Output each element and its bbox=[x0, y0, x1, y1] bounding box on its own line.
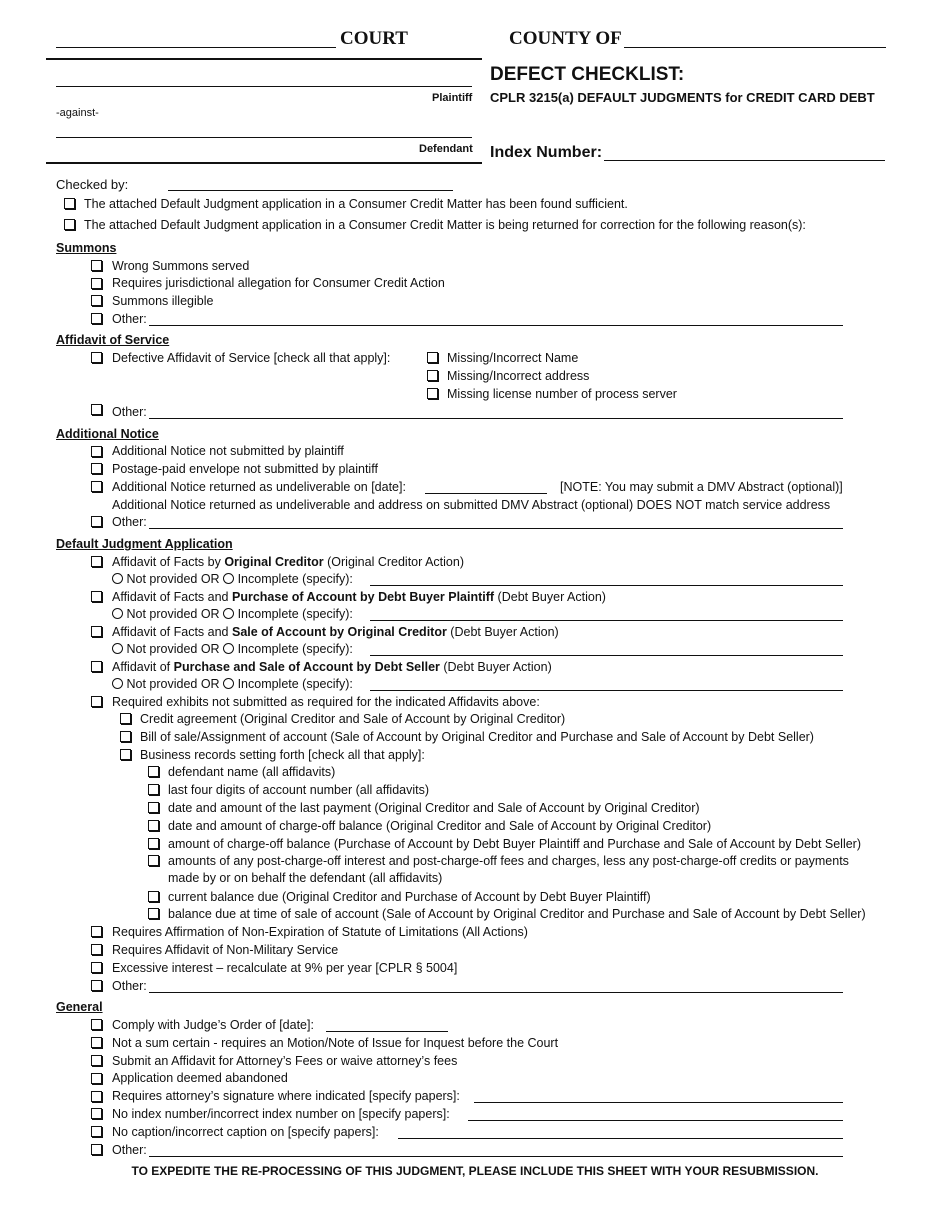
checkbox[interactable] bbox=[91, 1019, 102, 1030]
list-item: Not a sum certain - requires an Motion/Note of Issue for Inquest before the Court bbox=[112, 1036, 559, 1050]
list-item: Excessive interest – recalculate at 9% per year [CPLR § 5004] bbox=[112, 961, 458, 975]
county-name-line[interactable] bbox=[624, 47, 886, 48]
list-item: Application deemed abandoned bbox=[112, 1071, 288, 1085]
list-item: last four digits of account number (all affidavits) bbox=[168, 783, 430, 797]
checkbox[interactable] bbox=[91, 1037, 102, 1048]
checkbox[interactable] bbox=[91, 295, 102, 306]
date-line[interactable] bbox=[425, 493, 547, 494]
checkbox[interactable] bbox=[427, 388, 438, 399]
checkbox[interactable] bbox=[148, 891, 159, 902]
checkbox[interactable] bbox=[91, 278, 102, 289]
notice-heading: Additional Notice bbox=[56, 427, 159, 441]
checkbox[interactable] bbox=[120, 731, 131, 742]
list-item: current balance due (Original Creditor and Purchase of Account by Debt Buyer Plaintiff) bbox=[168, 890, 651, 904]
sufficient-label: The attached Default Judgment application in a Consumer Credit Matter has been found sufficient. bbox=[84, 197, 628, 211]
checkbox[interactable] bbox=[91, 1055, 102, 1066]
checked-by-label: Checked by: bbox=[56, 177, 129, 192]
against-label: -against- bbox=[56, 107, 99, 119]
footer-note: TO EXPEDITE THE RE-PROCESSING OF THIS JUDGMENT, PLEASE INCLUDE THIS SHEET WITH YOUR RESUBMISSION. bbox=[131, 1164, 819, 1178]
other-line[interactable] bbox=[149, 992, 843, 993]
list-item: balance due at time of sale of account (Sale of Account by Original Creditor and Purchase and Sale of Account by Debt Seller) bbox=[168, 907, 866, 921]
caption-top-rule bbox=[46, 58, 482, 60]
incomplete-radio[interactable] bbox=[223, 678, 234, 689]
returned-label: The attached Default Judgment application in a Consumer Credit Matter is being returned for correction for the following reason(s): bbox=[84, 218, 806, 232]
list-item: Requires Affidavit of Non-Military Service bbox=[112, 943, 339, 957]
checkbox[interactable] bbox=[120, 713, 131, 724]
list-item: Affidavit of Facts and Sale of Account by Original Creditor (Debt Buyer Action) bbox=[112, 625, 559, 639]
incomplete-radio[interactable] bbox=[223, 573, 234, 584]
list-item: date and amount of charge-off balance (Original Creditor and Sale of Account by Original Creditor) bbox=[168, 819, 712, 833]
checkbox[interactable] bbox=[91, 516, 102, 527]
checkbox[interactable] bbox=[91, 463, 102, 474]
checkbox[interactable] bbox=[148, 820, 159, 831]
list-item: Missing/Incorrect address bbox=[447, 369, 590, 383]
other-line[interactable] bbox=[149, 528, 843, 529]
list-item: Additional Notice returned as undeliverable and address on submitted DMV Abstract (optional) DOES NOT match service address bbox=[112, 498, 831, 512]
checkbox[interactable] bbox=[91, 404, 102, 415]
checkbox[interactable] bbox=[91, 481, 102, 492]
plaintiff-label: Plaintiff bbox=[432, 92, 473, 104]
list-item: amounts of any post-charge-off interest and post-charge-off fees and charges, less any post-charge-off credits or payments bbox=[168, 854, 849, 868]
list-item: Wrong Summons served bbox=[112, 259, 250, 273]
list-item: Additional Notice returned as undeliverable on [date]: bbox=[112, 480, 406, 494]
sufficient-checkbox[interactable] bbox=[64, 198, 75, 209]
court-label: COURT bbox=[340, 28, 408, 49]
checkbox[interactable] bbox=[91, 1144, 102, 1155]
dmv-note: [NOTE: You may submit a DMV Abstract (optional)] bbox=[560, 480, 843, 494]
specify-line[interactable] bbox=[370, 655, 843, 656]
list-item: Bill of sale/Assignment of account (Sale of Account by Original Creditor and Purchase and Sale of Account by Debt Seller) bbox=[140, 730, 814, 744]
not-provided-radio[interactable] bbox=[112, 608, 123, 619]
checkbox[interactable] bbox=[91, 1073, 102, 1084]
specify-line[interactable] bbox=[370, 620, 843, 621]
list-item: Defective Affidavit of Service [check all that apply]: bbox=[112, 351, 391, 365]
checkbox[interactable] bbox=[91, 962, 102, 973]
dja-heading: Default Judgment Application bbox=[56, 537, 233, 551]
checkbox[interactable] bbox=[427, 352, 438, 363]
list-item: Required exhibits not submitted as required for the indicated Affidavits above: bbox=[112, 695, 540, 709]
checkbox[interactable] bbox=[91, 260, 102, 271]
list-item: Affidavit of Purchase and Sale of Account by Debt Seller (Debt Buyer Action) bbox=[112, 660, 552, 674]
list-item: Additional Notice not submitted by plaintiff bbox=[112, 444, 344, 458]
checkbox[interactable] bbox=[91, 1126, 102, 1137]
other-label: Other: bbox=[112, 515, 147, 529]
not-provided-radio[interactable] bbox=[112, 678, 123, 689]
caption-bottom-rule bbox=[46, 162, 482, 164]
checkbox[interactable] bbox=[148, 838, 159, 849]
checkbox[interactable] bbox=[91, 446, 102, 457]
checkbox[interactable] bbox=[91, 944, 102, 955]
checkbox[interactable] bbox=[91, 661, 102, 672]
list-item: Credit agreement (Original Creditor and Sale of Account by Original Creditor) bbox=[140, 712, 566, 726]
checkbox[interactable] bbox=[91, 591, 102, 602]
checkbox[interactable] bbox=[91, 696, 102, 707]
list-item-continued: made by or on behalf the defendant (all affidavits) bbox=[168, 871, 443, 885]
radio-row: Not provided OR Incomplete (specify): bbox=[112, 607, 353, 622]
summons-heading: Summons bbox=[56, 241, 117, 255]
checkbox[interactable] bbox=[91, 352, 102, 363]
other-label: Other: bbox=[112, 979, 147, 993]
list-item: Affidavit of Facts and Purchase of Account by Debt Buyer Plaintiff (Debt Buyer Action) bbox=[112, 590, 606, 604]
checkbox[interactable] bbox=[91, 926, 102, 937]
checkbox[interactable] bbox=[148, 766, 159, 777]
defendant-line[interactable] bbox=[56, 137, 472, 138]
affidavit-heading: Affidavit of Service bbox=[56, 333, 170, 347]
specify-line[interactable] bbox=[474, 1102, 843, 1103]
list-item: No caption/incorrect caption on [specify papers]: bbox=[112, 1125, 379, 1139]
list-item: Submit an Affidavit for Attorney’s Fees or waive attorney’s fees bbox=[112, 1054, 458, 1068]
other-line[interactable] bbox=[149, 325, 843, 326]
defendant-label: Defendant bbox=[419, 143, 473, 155]
checkbox[interactable] bbox=[91, 313, 102, 324]
specify-line[interactable] bbox=[468, 1120, 843, 1121]
list-item: No index number/incorrect index number on [specify papers]: bbox=[112, 1107, 450, 1121]
radio-row: Not provided OR Incomplete (specify): bbox=[112, 642, 353, 657]
checkbox[interactable] bbox=[148, 802, 159, 813]
list-item: Missing license number of process server bbox=[447, 387, 677, 401]
list-item: Missing/Incorrect Name bbox=[447, 351, 579, 365]
list-item: defendant name (all affidavits) bbox=[168, 765, 336, 779]
other-line[interactable] bbox=[149, 418, 843, 419]
checkbox[interactable] bbox=[148, 908, 159, 919]
other-line[interactable] bbox=[149, 1156, 843, 1157]
list-item: amount of charge-off balance (Purchase of Account by Debt Buyer Plaintiff and Purchase and Sale of Account by Debt Seller) bbox=[168, 837, 862, 851]
not-provided-radio[interactable] bbox=[112, 643, 123, 654]
checkbox[interactable] bbox=[427, 370, 438, 381]
list-item: Postage-paid envelope not submitted by plaintiff bbox=[112, 462, 378, 476]
county-label: COUNTY OF bbox=[509, 28, 622, 49]
other-label: Other: bbox=[112, 312, 147, 326]
index-number-label: Index Number: bbox=[490, 144, 603, 161]
list-item: Requires Affirmation of Non-Expiration of Statute of Limitations (All Actions) bbox=[112, 925, 528, 939]
incomplete-radio[interactable] bbox=[223, 643, 234, 654]
court-name-line[interactable] bbox=[56, 47, 336, 48]
checkbox[interactable] bbox=[91, 556, 102, 567]
date-line[interactable] bbox=[326, 1031, 448, 1032]
specify-line[interactable] bbox=[370, 585, 843, 586]
incomplete-radio[interactable] bbox=[223, 608, 234, 619]
checkbox[interactable] bbox=[91, 1108, 102, 1119]
plaintiff-line[interactable] bbox=[56, 86, 472, 87]
list-item: Requires attorney’s signature where indicated [specify papers]: bbox=[112, 1089, 460, 1103]
list-item: Business records setting forth [check all that apply]: bbox=[140, 748, 425, 762]
checkbox[interactable] bbox=[91, 980, 102, 991]
list-item: Comply with Judge’s Order of [date]: bbox=[112, 1018, 314, 1032]
radio-row: Not provided OR Incomplete (specify): bbox=[112, 572, 353, 587]
list-item: Requires jurisdictional allegation for Consumer Credit Action bbox=[112, 276, 445, 290]
not-provided-radio[interactable] bbox=[112, 573, 123, 584]
other-label: Other: bbox=[112, 1143, 147, 1157]
radio-row: Not provided OR Incomplete (specify): bbox=[112, 677, 353, 692]
general-heading: General bbox=[56, 1000, 103, 1014]
checkbox[interactable] bbox=[148, 784, 159, 795]
checkbox[interactable] bbox=[120, 749, 131, 760]
page-subtitle: CPLR 3215(a) DEFAULT JUDGMENTS for CREDIT CARD DEBT bbox=[490, 90, 875, 105]
list-item: Affidavit of Facts by Original Creditor (Original Creditor Action) bbox=[112, 555, 464, 569]
checkbox[interactable] bbox=[148, 855, 159, 866]
returned-checkbox[interactable] bbox=[64, 219, 75, 230]
other-label: Other: bbox=[112, 405, 147, 419]
checked-by-line[interactable] bbox=[168, 190, 453, 191]
checkbox[interactable] bbox=[91, 626, 102, 637]
specify-line[interactable] bbox=[370, 690, 843, 691]
page-title: DEFECT CHECKLIST: bbox=[490, 64, 685, 85]
checkbox[interactable] bbox=[91, 1091, 102, 1102]
specify-line[interactable] bbox=[398, 1138, 843, 1139]
index-number-line[interactable] bbox=[604, 160, 885, 161]
list-item: date and amount of the last payment (Original Creditor and Sale of Account by Original Creditor) bbox=[168, 801, 700, 815]
list-item: Summons illegible bbox=[112, 294, 214, 308]
